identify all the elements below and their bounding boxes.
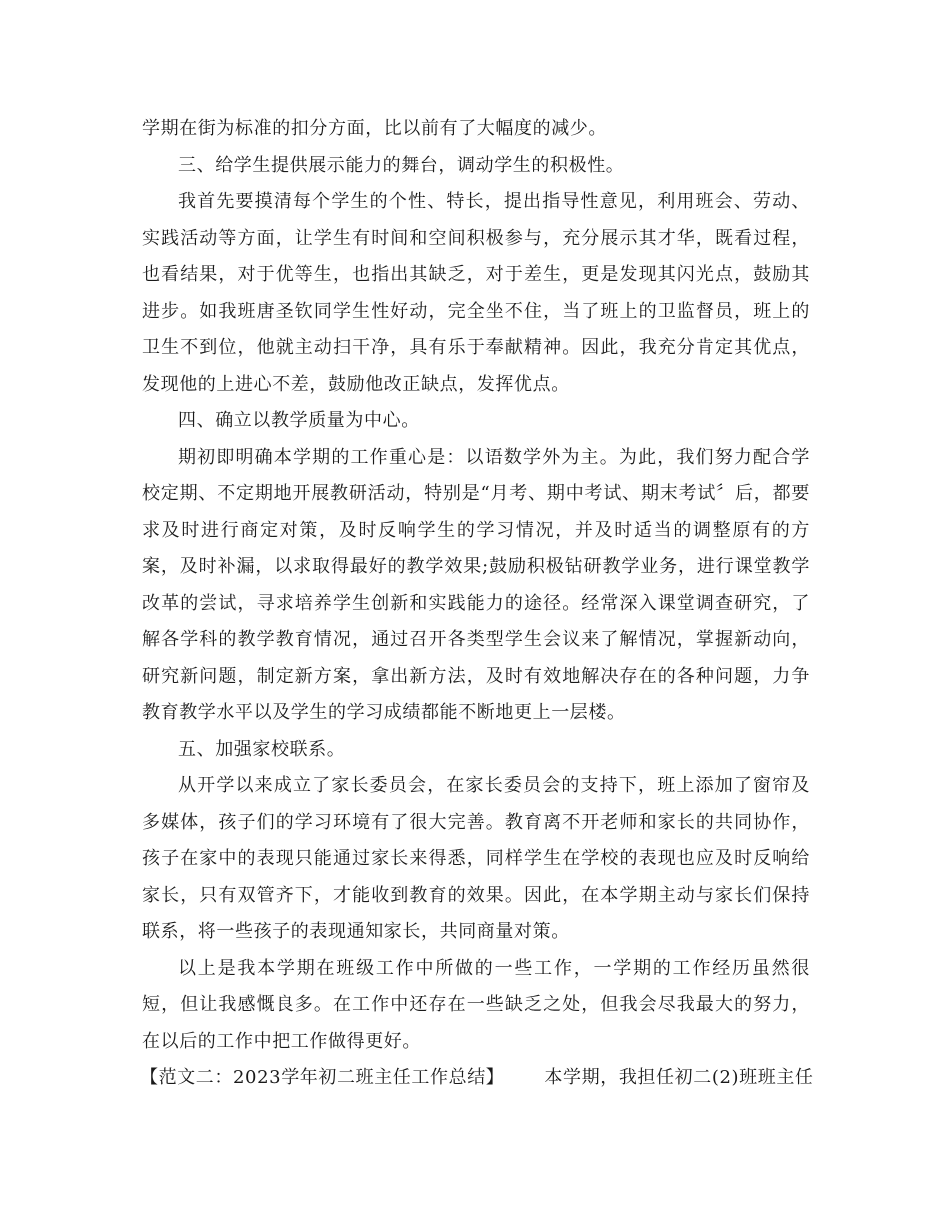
section-heading-3: 三、给学生提供展示能力的舞台，调动学生的积极性。 — [178, 154, 625, 176]
document-body — [140, 111, 814, 1097]
paragraph-section-4: 期初即明确本学期的工作重心是：以语数学外为主。为此，我们努力配合学校定期、不定期地开展教研活动，特别是“月考、期中考试、期末考试〞后，都要求及时进行商定对策，及时反响学生的学习情况，并及时适当的调整原有的方案，及时补漏，以求取得最好的教学效果;鼓励积极钻研教学业务，进行课堂教学改革的尝试，寻求培养学生创新和实践能力的途径。经常深入课堂调查研究，了解各学科的教学教育情况，通过召开各类型学生会议来了解情况，掌握新动向，研究新问题，制定新方案，拿出新方法，及时有效地解决存在的各种问题，力争教育教学水平以及学生的学习成绩都能不断地更上一层楼。 — [142, 446, 810, 723]
paragraph-section-5: 从开学以来成立了家长委员会，在家长委员会的支持下，班上添加了窗帘及多媒体，孩子们的学习环境有了很大完善。教育离不开老师和家长的共同协作，孩子在家中的表现只能通过家长来得悉，同样学生在学校的表现也应及时反响给家长，只有双管齐下，才能收到教育的效果。因此，在本学期主动与家长们保持联系，将一些孩子的表现通知家长，共同商量对策。 — [142, 775, 810, 942]
fanwen-title: 【范文二：2023学年初二班主任工作总结】 — [140, 1067, 505, 1088]
section-heading-4: 四、确立以教学质量为中心。 — [178, 410, 420, 431]
fanwen-line — [140, 1060, 814, 1097]
paragraph-conclusion: 以上是我本学期在班级工作中所做的一些工作，一学期的工作经历虽然很短，但让我感慨良多。在工作中还存在一些缺乏之处，但我会尽我最大的努力，在以后的工作中把工作做得更好。 — [142, 957, 810, 1052]
paragraph-continuation: 学期在街为标准的扣分方面，比以前有了大幅度的减少。 — [142, 118, 607, 139]
paragraph-section-3: 我首先要摸清每个学生的个性、特长，提出指导性意见，利用班会、劳动、实践活动等方面，让学生有时间和空间积极参与，充分展示其才华，既看过程，也看结果，对于优等生，也指出其缺乏，对于差生，更是发现其闪光点，鼓励其进步。如我班唐圣钦同学生性好动，完全坐不住，当了班上的卫监督员，班上的卫生不到位，他就主动扫干净，具有乐于奉献精神。因此，我充分肯定其优点，发现他的上进心不差，鼓励他改正缺点，发挥优点。 — [142, 191, 810, 395]
fanwen-intro: 本学期，我担任初二(2)班班主任 — [544, 1067, 814, 1088]
section-heading-5: 五、加强家校联系。 — [178, 738, 346, 760]
